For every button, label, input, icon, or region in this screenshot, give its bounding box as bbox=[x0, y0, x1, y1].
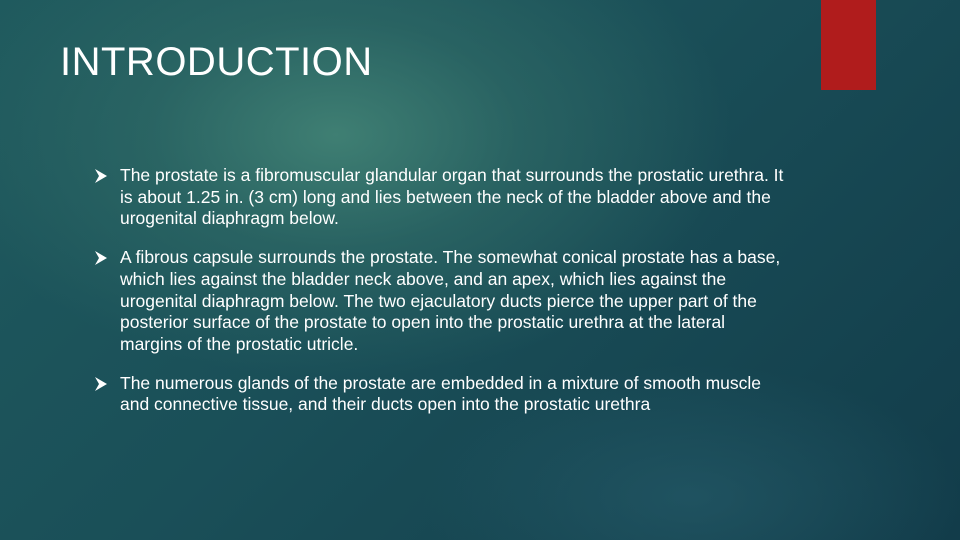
slide-title: INTRODUCTION bbox=[60, 40, 373, 84]
bullet-text: A fibrous capsule surrounds the prostate. The somewhat conical prostate has a base, which lies against the bladder neck above, and an apex, which lies against the urogenital diaphragm below. The two ejaculatory ducts pierce the upper part of the posterior surface of the prostate to open into the prostatic urethra at the lateral margins of the prostatic utricle. bbox=[120, 247, 781, 354]
bullet-item bbox=[92, 373, 792, 416]
bullet-list bbox=[92, 165, 792, 433]
accent-bar bbox=[821, 0, 876, 90]
bullet-text: The prostate is a fibromuscular glandular organ that surrounds the prostatic urethra. It is about 1.25 in. (3 cm) long and lies between the neck of the bladder above and the urogenital diaphragm below. bbox=[120, 165, 784, 229]
diamond-arrow-icon bbox=[92, 167, 110, 185]
bullet-item bbox=[92, 247, 792, 356]
diamond-arrow-icon bbox=[92, 375, 110, 393]
bullet-item bbox=[92, 165, 792, 230]
bullet-text: The numerous glands of the prostate are embedded in a mixture of smooth muscle and connective tissue, and their ducts open into the prostatic urethra bbox=[120, 372, 762, 415]
diamond-arrow-icon bbox=[92, 249, 110, 267]
